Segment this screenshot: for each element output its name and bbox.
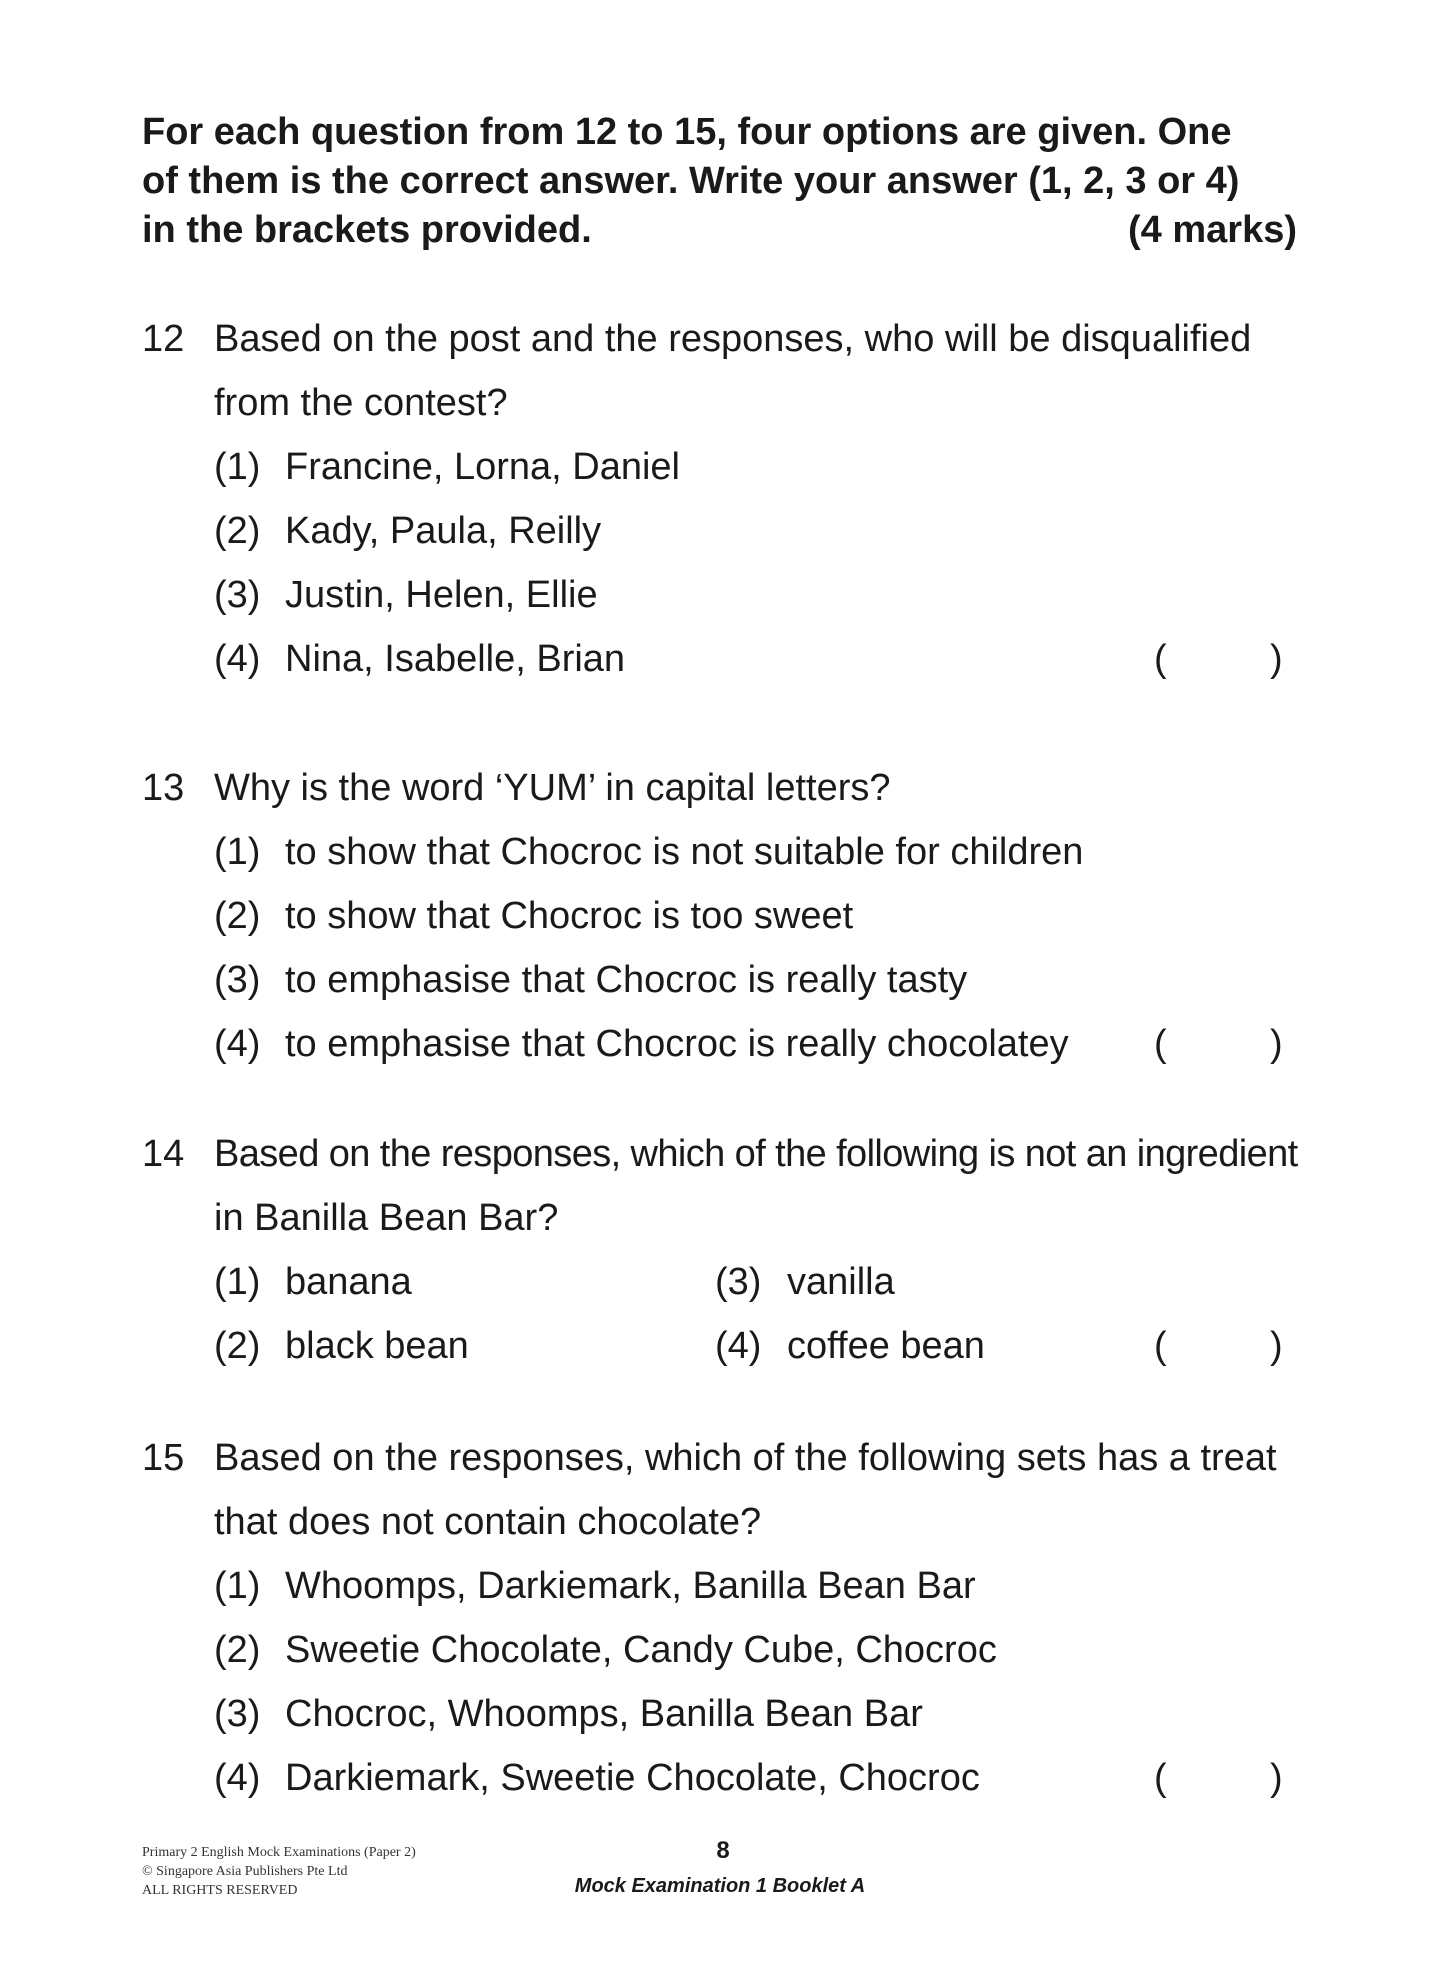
instructions-line-3 (142, 206, 1297, 255)
footer-rights: ALL RIGHTS RESERVED (142, 1883, 298, 1898)
option-number: (2) (214, 1629, 261, 1671)
answer-bracket-close[interactable]: ) (1270, 638, 1283, 680)
answer-bracket-open[interactable]: ( (1154, 1023, 1167, 1065)
question-number: 14 (142, 1133, 185, 1175)
page-number: 8 (716, 1837, 730, 1864)
option-text: banana (285, 1261, 412, 1303)
option-text: to show that Chocroc is too sweet (285, 895, 854, 937)
question-row (142, 1490, 1297, 1554)
question-row (142, 371, 1297, 435)
answer-bracket-open[interactable]: ( (1154, 1325, 1167, 1367)
option-text: Sweetie Chocolate, Candy Cube, Chocroc (285, 1629, 997, 1671)
option-number: (2) (214, 510, 261, 552)
option-text: Justin, Helen, Ellie (285, 574, 598, 616)
question-row (142, 1186, 1297, 1250)
question-number: 13 (142, 767, 185, 809)
option-number: (2) (214, 895, 261, 937)
option-text: coffee bean (787, 1325, 985, 1367)
option-row (142, 627, 1297, 691)
instructions (142, 108, 1297, 255)
question-row (142, 1426, 1297, 1490)
option-text: to emphasise that Chocroc is really tasty (285, 959, 968, 1001)
question-text: Based on the responses, which of the following sets has a treat (214, 1437, 1277, 1479)
option-row (142, 820, 1297, 884)
footer-exam-label: Mock Examination 1 Booklet A (574, 1875, 866, 1897)
option-row (142, 1554, 1297, 1618)
option-row (142, 1746, 1297, 1810)
answer-bracket-close[interactable]: ) (1270, 1325, 1283, 1367)
option-text: to emphasise that Chocroc is really chocolatey (285, 1023, 1069, 1065)
question-15 (142, 1426, 1297, 1810)
option-number: (1) (214, 831, 261, 873)
option-row (142, 499, 1297, 563)
option-row (142, 884, 1297, 948)
question-text: from the contest? (214, 382, 508, 424)
option-row (142, 1250, 1297, 1314)
question-12 (142, 307, 1297, 691)
question-text: in Banilla Bean Bar? (214, 1197, 559, 1239)
question-row (142, 756, 1297, 820)
question-text: Why is the word ‘YUM’ in capital letters? (214, 767, 891, 809)
option-number: (1) (214, 446, 261, 488)
answer-bracket-open[interactable]: ( (1154, 1757, 1167, 1799)
option-row (142, 563, 1297, 627)
question-number: 12 (142, 318, 185, 360)
question-number: 15 (142, 1437, 185, 1479)
option-row (142, 435, 1297, 499)
marks-label: (4 marks) (1128, 209, 1297, 251)
option-number: (3) (214, 959, 261, 1001)
option-number: (4) (715, 1325, 762, 1367)
option-row (142, 1682, 1297, 1746)
option-number: (3) (715, 1261, 762, 1303)
option-row (142, 948, 1297, 1012)
option-text: Kady, Paula, Reilly (285, 510, 602, 552)
answer-bracket-close[interactable]: ) (1270, 1757, 1283, 1799)
question-row (142, 307, 1297, 371)
question-text: Based on the responses, which of the following is not an ingredient (214, 1133, 1298, 1175)
instructions-line-1: For each question from 12 to 15, four options are given. One (142, 111, 1232, 153)
question-13 (142, 756, 1297, 1076)
option-text: vanilla (787, 1261, 895, 1303)
instructions-line-3-text: in the brackets provided. (142, 209, 592, 251)
question-14 (142, 1122, 1297, 1378)
option-number: (2) (214, 1325, 261, 1367)
option-number: (3) (214, 1693, 261, 1735)
option-row (142, 1314, 1297, 1378)
option-row (142, 1012, 1297, 1076)
answer-bracket-close[interactable]: ) (1270, 1023, 1283, 1065)
option-row (142, 1618, 1297, 1682)
option-number: (4) (214, 1757, 261, 1799)
question-row (142, 1122, 1297, 1186)
option-text: to show that Chocroc is not suitable for children (285, 831, 1084, 873)
option-text: Nina, Isabelle, Brian (285, 638, 626, 680)
answer-bracket-open[interactable]: ( (1154, 638, 1167, 680)
instructions-line-2: of them is the correct answer. Write your answer (1, 2, 3 or 4) (142, 160, 1240, 202)
footer-book-title: Primary 2 English Mock Examinations (Paper 2) (142, 1845, 416, 1860)
option-number: (1) (214, 1261, 261, 1303)
option-number: (3) (214, 574, 261, 616)
question-text: Based on the post and the responses, who will be disqualified (214, 318, 1252, 360)
option-text: Whoomps, Darkiemark, Banilla Bean Bar (285, 1565, 976, 1607)
option-number: (4) (214, 1023, 261, 1065)
option-text: Chocroc, Whoomps, Banilla Bean Bar (285, 1693, 923, 1735)
question-text: that does not contain chocolate? (214, 1501, 762, 1543)
option-number: (4) (214, 638, 261, 680)
option-text: Francine, Lorna, Daniel (285, 446, 680, 488)
option-text: black bean (285, 1325, 469, 1367)
footer-copyright: © Singapore Asia Publishers Pte Ltd (142, 1864, 348, 1879)
option-text: Darkiemark, Sweetie Chocolate, Chocroc (285, 1757, 980, 1799)
footer-publisher (142, 1843, 416, 1900)
option-number: (1) (214, 1565, 261, 1607)
